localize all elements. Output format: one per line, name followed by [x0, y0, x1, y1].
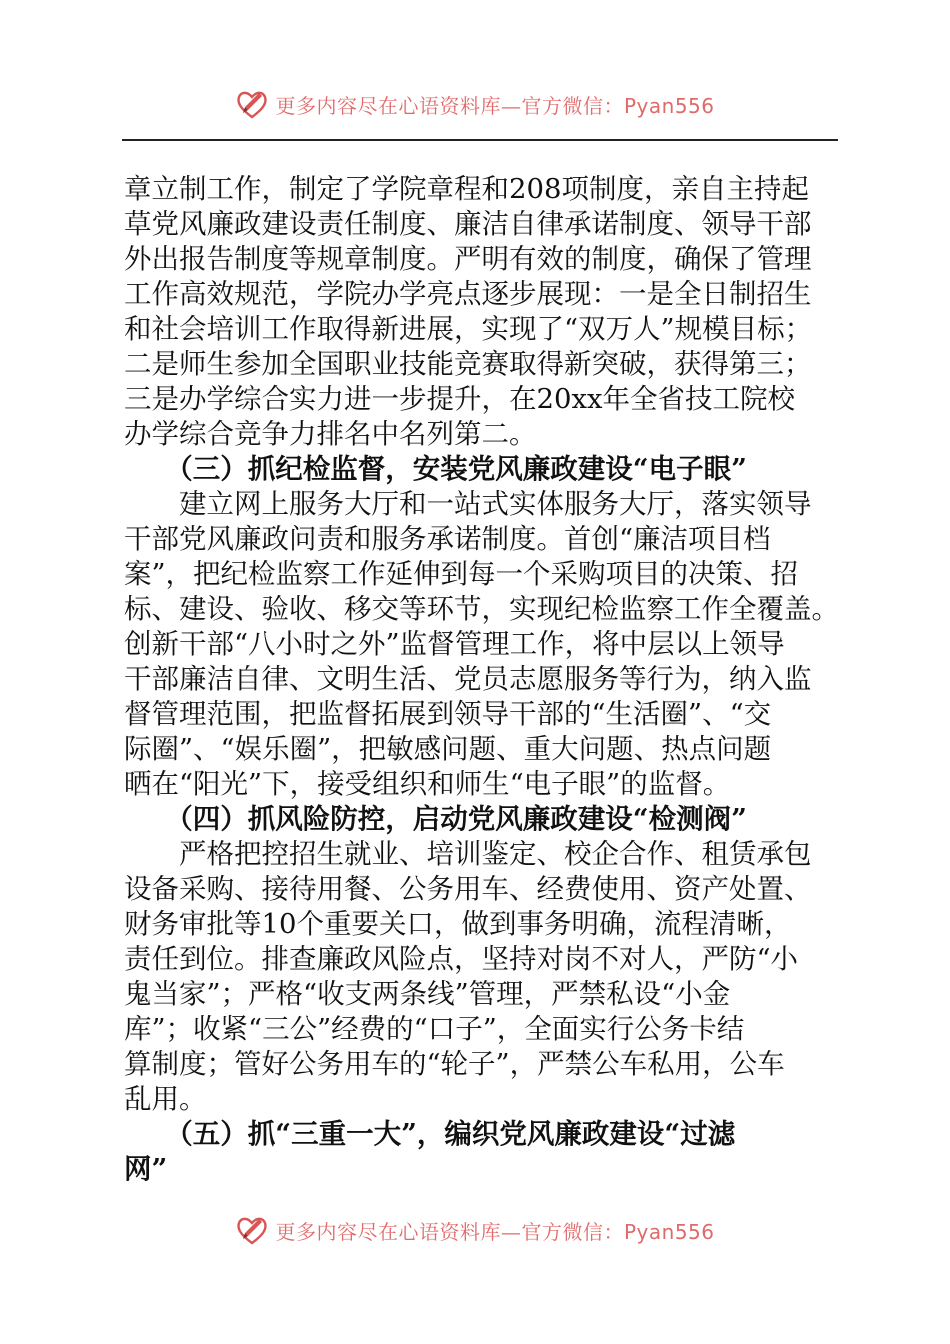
section-heading-4: （四）抓风险防控，启动党风廉政建设“检测阀”	[124, 803, 747, 835]
section-heading-5: （五）抓“三重一大”，编织党风廉政建设“过滤	[124, 1118, 736, 1150]
section-heading-5-cont: 网”	[124, 1153, 168, 1185]
body-line: 草党风廉政建设责任制度、廉洁自律承诺制度、领导干部	[124, 208, 812, 240]
body-line: 二是师生参加全国职业技能竞赛取得新突破，获得第三；	[124, 348, 812, 380]
section-heading-3: （三）抓纪检监督，安装党风廉政建设“电子眼”	[124, 453, 747, 485]
body-line: 标、建设、验收、移交等环节，实现纪检监察工作全覆盖。	[124, 593, 839, 625]
body-line: 责任到位。排查廉政风险点，坚持对岗不对人，严防“小	[124, 943, 799, 975]
document-body	[124, 172, 840, 1187]
pen-heart-logo-icon	[235, 87, 269, 121]
body-line: 外出报告制度等规章制度。严明有效的制度，确保了管理	[124, 243, 812, 275]
body-line: 设备采购、接待用餐、公务用车、经费使用、资产处置、	[124, 873, 812, 905]
body-line: 建立网上服务大厅和一站式实体服务大厅，落实领导	[124, 488, 812, 520]
body-line: 干部廉洁自律、文明生活、党员志愿服务等行为，纳入监	[124, 663, 812, 695]
footer-watermark-text: 更多内容尽在心语资料库—官方微信：Pyan556	[275, 1219, 715, 1244]
body-line: 创新干部“八小时之外”监督管理工作，将中层以上领导	[124, 628, 785, 660]
body-line: 案”，把纪检监察工作延伸到每一个采购项目的决策、招	[124, 558, 799, 590]
body-line: 和社会培训工作取得新进展，实现了“双万人”规模目标；	[124, 313, 813, 345]
body-line: 际圈”、“娱乐圈”，把敏感问题、重大问题、热点问题	[124, 733, 772, 765]
body-line: 章立制工作，制定了学院章程和208项制度，亲自主持起	[124, 173, 809, 205]
body-line: 办学综合竞争力排名中名列第二。	[124, 418, 537, 450]
pen-heart-logo-icon	[235, 1213, 269, 1247]
body-line: 三是办学综合实力进一步提升，在20xx年全省技工院校	[124, 383, 796, 415]
header-watermark	[0, 84, 950, 124]
body-line: 干部党风廉政问责和服务承诺制度。首创“廉洁项目档	[124, 523, 771, 555]
body-line: 督管理范围，把监督拓展到领导干部的“生活圈”、“交	[124, 698, 772, 730]
body-line: 库”；收紧“三公”经费的“口子”，全面实行公务卡结	[124, 1013, 745, 1045]
body-line: 算制度；管好公务用车的“轮子”，严禁公车私用，公车	[124, 1048, 785, 1080]
header-watermark-text: 更多内容尽在心语资料库—官方微信：Pyan556	[275, 93, 715, 118]
footer-watermark	[0, 1210, 950, 1250]
body-line: 乱用。	[124, 1083, 207, 1115]
header-rule	[122, 139, 838, 141]
body-line: 鬼当家”；严格“收支两条线”管理，严禁私设“小金	[124, 978, 731, 1010]
body-line: 晒在“阳光”下，接受组织和师生“电子眼”的监督。	[124, 768, 731, 800]
body-line: 工作高效规范，学院办学亮点逐步展现：一是全日制招生	[124, 278, 812, 310]
body-line: 严格把控招生就业、培训鉴定、校企合作、租赁承包	[124, 838, 812, 870]
body-line: 财务审批等10个重要关口，做到事务明确，流程清晰，	[124, 908, 792, 940]
